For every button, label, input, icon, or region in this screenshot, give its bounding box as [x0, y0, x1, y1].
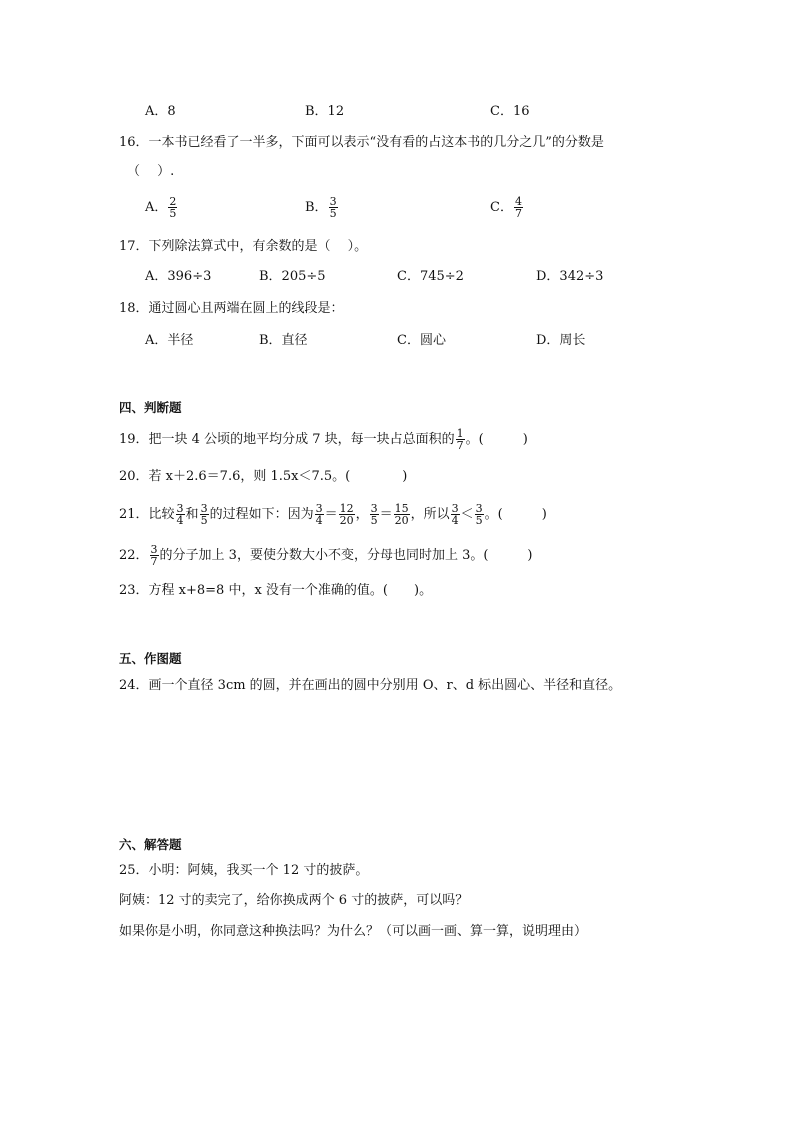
- q18-option-b: B．直径: [259, 333, 308, 348]
- q25-line1: 25．小明：阿姨，我买一个 12 寸的披萨。: [119, 863, 369, 878]
- denominator: 20: [394, 514, 409, 527]
- q17-option-b: B．205÷5: [259, 269, 326, 284]
- numerator: 3: [329, 195, 337, 208]
- denominator: 5: [370, 514, 378, 527]
- q19-text: 19．把一块 4 公顷的地平均分成 7 块，每一块占总面积的: [119, 432, 455, 447]
- q17-stem: 17．下列除法算式中，有余数的是（ ）。: [119, 239, 368, 254]
- denominator: 5: [329, 207, 337, 220]
- q20: 20．若 x＋2.6＝7.6，则 1.5x＜7.5。( ): [119, 469, 408, 484]
- text: 22．: [119, 548, 149, 563]
- q23: 23．方程 x+8=8 中，x 没有一个准确的值。( )。: [119, 583, 433, 598]
- option-prefix: A．: [145, 200, 168, 215]
- q16-option-b: [305, 196, 339, 219]
- numerator: 3: [315, 502, 323, 515]
- numerator: 3: [200, 502, 208, 515]
- fraction: [370, 503, 379, 526]
- denominator: 5: [475, 514, 483, 527]
- numerator: 2: [169, 195, 177, 208]
- numerator: 3: [150, 543, 158, 556]
- section-title-judgment: 四、判断题: [119, 400, 182, 415]
- q25-line2: 阿姨：12 寸的卖完了，给你换成两个 6 寸的披萨，可以吗？: [119, 893, 469, 908]
- q22: [119, 544, 533, 567]
- denominator: 4: [176, 514, 184, 527]
- text: ，: [355, 507, 369, 522]
- numerator: 15: [394, 502, 409, 515]
- q22-text: 的分子加上 3，要使分数大小不变，分母也同时加上 3。( ): [159, 548, 533, 563]
- denominator: 5: [169, 207, 177, 220]
- fraction: [315, 503, 324, 526]
- fraction: [176, 503, 185, 526]
- fraction: [339, 503, 355, 526]
- q18-stem: 18．通过圆心且两端在圆上的线段是：: [119, 301, 344, 316]
- denominator: 7: [150, 555, 158, 568]
- fraction: [514, 196, 523, 219]
- denominator: 4: [315, 514, 323, 527]
- q24: 24．画一个直径 3cm 的圆，并在画出的圆中分别用 O、r、d 标出圆心、半径和直径。: [119, 678, 622, 693]
- q16-option-c: [490, 196, 524, 219]
- numerator: 3: [370, 502, 378, 515]
- numerator: 3: [451, 502, 459, 515]
- denominator: 5: [200, 514, 208, 527]
- fraction: [475, 503, 484, 526]
- q18-option-d: D．周长: [536, 333, 586, 348]
- option-prefix: C．: [490, 200, 513, 215]
- text: ＝: [324, 507, 338, 522]
- q18-option-a: A．半径: [145, 333, 194, 348]
- text: 的过程如下：因为: [209, 507, 314, 522]
- text: 21．比较: [119, 507, 175, 522]
- fraction: [394, 503, 410, 526]
- denominator: 20: [339, 514, 354, 527]
- numerator: 1: [456, 427, 464, 440]
- denominator: 4: [451, 514, 459, 527]
- q19: [119, 428, 528, 451]
- q17-option-d: D．342÷3: [536, 269, 604, 284]
- section-title-drawing: 五、作图题: [119, 651, 182, 666]
- text: 和: [185, 507, 199, 522]
- q18-option-c: C．圆心: [397, 333, 446, 348]
- q17-option-c: C．745÷2: [397, 269, 464, 284]
- q17-option-a: A．396÷3: [145, 269, 212, 284]
- fraction: [451, 503, 460, 526]
- text: ＝: [379, 507, 393, 522]
- q19-blank: 。( ): [465, 432, 528, 447]
- section-title-answer: 六、解答题: [119, 837, 182, 852]
- option-prefix: B．: [305, 200, 328, 215]
- numerator: 4: [514, 195, 522, 208]
- q15-option-a: A．8: [145, 104, 176, 119]
- q16-stem: 16．一本书已经看了一半多，下面可以表示“没有看的占这本书的几分之几”的分数是: [119, 135, 604, 150]
- fraction: [200, 503, 209, 526]
- numerator: 12: [339, 502, 354, 515]
- q15-option-b: B．12: [305, 104, 345, 119]
- q25-line3: 如果你是小明，你同意这种换法吗？为什么？（可以画一画、算一算，说明理由）: [119, 924, 588, 939]
- fraction: [168, 196, 177, 219]
- text: ＜: [460, 507, 474, 522]
- fraction: [456, 428, 465, 451]
- q16-blank: （ ）.: [127, 164, 175, 179]
- q16-option-a: [145, 196, 178, 219]
- q21: [119, 503, 547, 526]
- fraction: [150, 544, 159, 567]
- q15-option-c: C．16: [490, 104, 530, 119]
- numerator: 3: [176, 502, 184, 515]
- denominator: 7: [514, 207, 522, 220]
- text: ，所以: [410, 507, 450, 522]
- numerator: 3: [475, 502, 483, 515]
- denominator: 7: [456, 439, 464, 452]
- q21-blank: 。( ): [484, 507, 547, 522]
- fraction: [329, 196, 338, 219]
